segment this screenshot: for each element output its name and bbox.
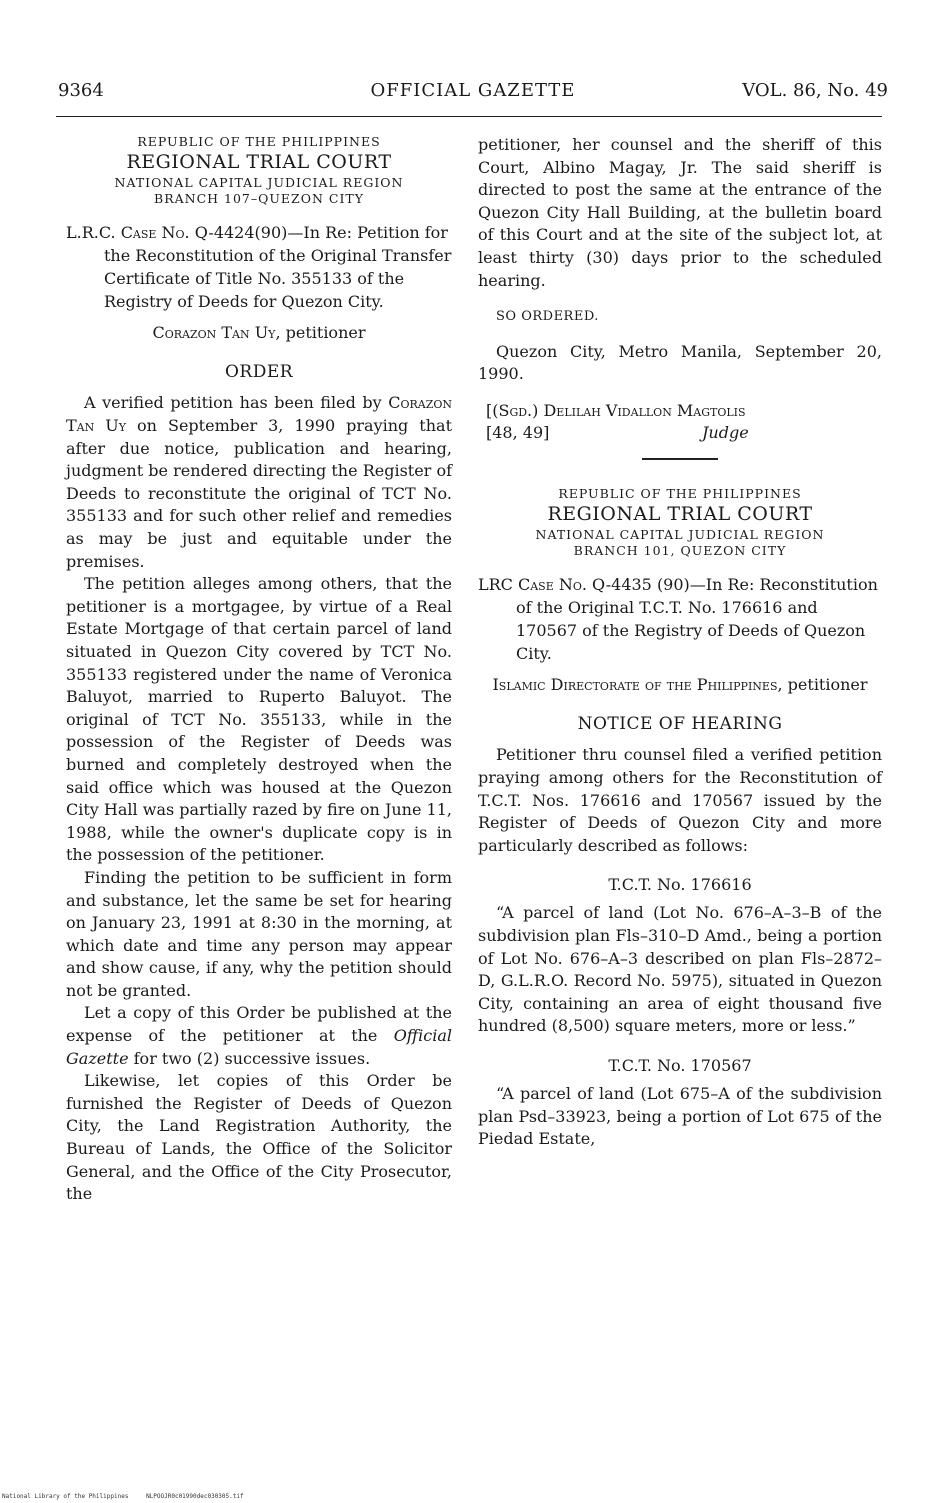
order1-signature: [(Sgd.) Delilah Vidallon Magtolis — [486, 400, 746, 420]
order1-paragraph-5-cont: petitioner, her counsel and the sheriff of this Court, Albino Magay, Jr. The said sheriff is directed to post the same at the entrance of the Quezon City Hall Building, at the bulletin board of this Court and at the site of the subject lot, at least thirty (30) days prior to the scheduled hearing. — [478, 135, 882, 290]
order1-petitioner-name: Corazon Tan Uy — [152, 323, 276, 343]
order2-region: NATIONAL CAPITAL JUDICIAL REGION — [535, 526, 825, 542]
order1-case-label: L.R.C. Case No. Q-4424(90) — [66, 223, 288, 243]
page-number: 9364 — [58, 80, 104, 101]
footer-file-id: NLPOOJR0c01990dec030305.tif — [146, 1493, 244, 1500]
order1-paragraph-3: Finding the petition to be sufficient in form and substance, let the same be set for hearing on January 23, 1991 at 8:30 in the morning, at which date and time any person may appear and show cause, if any, why the petition should not be granted. — [66, 867, 452, 1000]
scan-footer — [2, 1493, 258, 1500]
order2-petitioner — [478, 675, 882, 694]
order1-paragraph-4 — [66, 1002, 452, 1070]
order1-judge: Judge — [702, 422, 749, 442]
order1-case-text: —In Re: Petition for the Reconstitution of the Original Transfer Certificate of Title No. 355133 of the Registry of Deeds for Quezon City. — [104, 223, 452, 312]
order1-para4-a: Let a copy of this Order be published at the expense of the petitioner at the — [66, 1003, 452, 1046]
order1-petitioner-role: , petitioner — [275, 323, 366, 343]
order2-petitioner-role: , petitioner — [777, 675, 868, 695]
order1-para1-name: Corazon Tan Uy — [66, 393, 452, 436]
left-column — [66, 134, 452, 1206]
order1-para1-b: on September 3, 1990 praying that after due notice, publication and hearing, judgment be rendered directing the Register of Deeds to reconstitute the original of TCT No. 355133 and for such other relief and remedies as may be just and equitable under the premises. — [66, 416, 453, 571]
order1-court: REGIONAL TRIAL COURT — [126, 151, 392, 174]
tct2-description: “A parcel of land (Lot 675–A of the subdivision plan Psd–33923, being a portion of Lot 675 of the Piedad Estate, — [478, 1083, 882, 1149]
order1-region: NATIONAL CAPITAL JUDICIAL REGION — [114, 174, 404, 190]
order1-republic: REPUBLIC OF THE PHILIPPINES — [137, 134, 381, 149]
order2-branch: BRANCH 101, QUEZON CITY — [573, 543, 787, 559]
order1-issue-ref: [48, 49] — [486, 422, 550, 442]
order2-case-label: LRC Case No. Q-4435 (90) — [478, 575, 690, 595]
order1-branch: BRANCH 107–QUEZON CITY — [154, 191, 364, 207]
order2-title: NOTICE OF HEARING — [577, 714, 783, 735]
footer-library: National Library of the Philippines — [2, 1493, 129, 1500]
order2-petitioner-name: Islamic Directorate of the Philippines — [492, 675, 778, 695]
order1-paragraph-1 — [66, 392, 452, 573]
order1-para4-italic: Official Gazette — [66, 1026, 452, 1068]
order1-paragraph-5: Likewise, let copies of this Order be furnished the Register of Deeds of Quezon City, the Land Registration Authority, the Bureau of Lands, the Office of the Solicitor General, and the Office of the City Prosecutor, the — [66, 1071, 452, 1204]
order1-case-title — [66, 221, 452, 313]
order1-date-line: Quezon City, Metro Manila, September 20, 1990. — [478, 341, 882, 384]
page-header — [58, 80, 888, 106]
order1-para4-b: for two (2) successive issues. — [128, 1048, 371, 1068]
header-rule — [56, 116, 882, 117]
order2-republic: REPUBLIC OF THE PHILIPPINES — [558, 485, 802, 501]
order1-paragraph-2: The petition alleges among others, that the petitioner is a mortgagee, by virtue of a Real Estate Mortgage of that certain parcel of land situated in Quezon City covered by TCT No. 355133 registered under the name of Veronica Baluyot, married to Ruperto Baluyot. The original of TCT No. 355133, while in the possession of the Register of Deeds was burned and completely destroyed when the said office which was housed at the Quezon City Hall was partially razed by fire on June 11, 1988, while the owner's duplicate copy is in the possession of the petitioner. — [66, 574, 452, 865]
order1-so-ordered — [478, 304, 882, 329]
order1-signature-block — [482, 400, 882, 446]
tct1-description: “A parcel of land (Lot No. 676–A–3–B of the subdivision plan Fls–310–D Amd., being a portion of Lot No. 676–A–3 described on plan Fls–2872–D, G.L.R.O. Record No. 5975), situated in Quezon City, containing an area of eight thousand five hundred (8,500) square meters, more or less.” — [478, 903, 882, 1036]
order2-case-text: —In Re: Reconstitution of the Original T.C.T. No. 176616 and 170567 of the Registry of Deeds of Quezon City. — [516, 575, 878, 664]
tct1-heading: T.C.T. No. 176616 — [608, 875, 752, 895]
so-ordered-text: SO ORDERED. — [496, 309, 599, 325]
order1-petitioner — [66, 323, 452, 342]
order2-intro: Petitioner thru counsel filed a verified petition praying among others for the Reconstitution of T.C.T. Nos. 176616 and 170567 issued by the Register of Deeds of Quezon City and more particularly described as follows: — [478, 745, 882, 855]
section-divider — [642, 458, 718, 460]
order1-para1-a: A verified petition has been filed by — [84, 393, 389, 413]
volume-number: VOL. 86, No. 49 — [742, 80, 888, 101]
tct2-heading: T.C.T. No. 170567 — [608, 1055, 752, 1075]
publication-title: OFFICIAL GAZETTE — [370, 80, 576, 101]
order1-title: ORDER — [224, 362, 294, 383]
order2-case-title — [478, 573, 882, 665]
right-column — [478, 134, 882, 1151]
order2-court: REGIONAL TRIAL COURT — [547, 503, 813, 526]
